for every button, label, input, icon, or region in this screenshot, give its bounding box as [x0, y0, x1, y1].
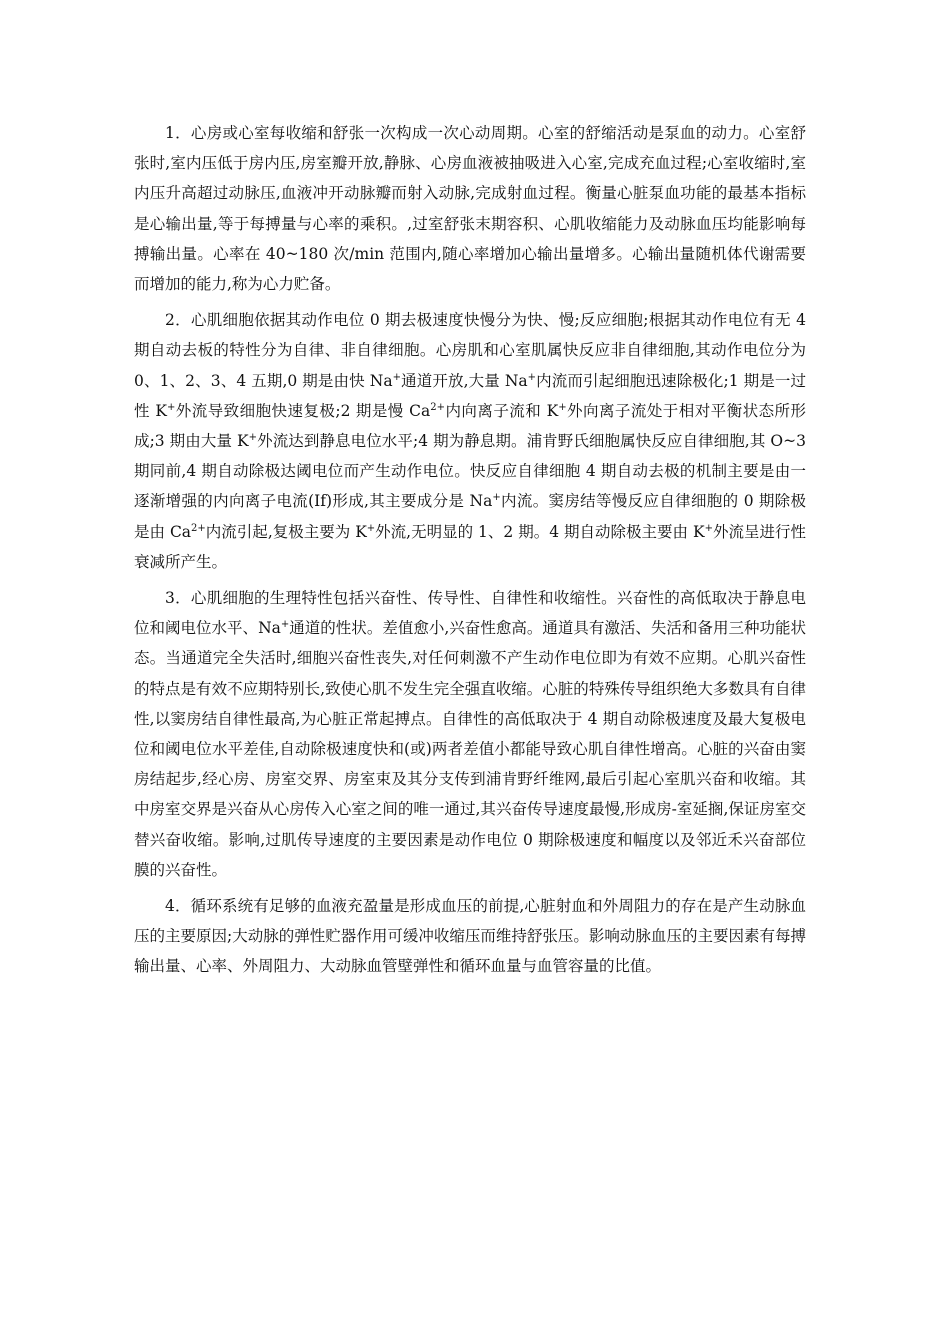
superscript-charge: + — [248, 431, 258, 443]
superscript-charge: + — [527, 371, 537, 383]
superscript-charge: + — [704, 522, 713, 534]
paragraph-1 — [134, 118, 806, 299]
text-run: 通道开放,大量 Na — [401, 371, 528, 390]
text-run: 外流,无明显的 1、2 期。4 期自动除极主要由 K — [375, 522, 705, 541]
text-run: 内流引起,复极主要为 K — [205, 522, 367, 541]
text-run: 外向离子流处于相对平衡状态所形成;3 期由大量 K — [134, 401, 806, 451]
text-run: 外流达到静息电位水平;4 期为静息期。浦肯野氏细胞属快反应自律细胞,其 O~3 期同前,4 期自动除极达阈电位而产生动作电位。快反应自律细胞 4 期自动去极的机制主要是由一逐渐增强的内向离子电流(If)形成,其主要成分是 Na — [134, 432, 806, 511]
superscript-charge: + — [166, 401, 176, 413]
text-run: 2．心肌细胞依据其动作电位 0 期去极速度快慢分为快、慢;反应细胞;根据其动作电位有无 4 期自动去板的特性分为自律、非自律细胞。心房肌和心室肌属快反应非自律细胞,其动作电位分为 0、1、2、3、4 五期,0 期是由快 Na — [134, 311, 806, 390]
superscript-charge: + — [492, 492, 501, 504]
superscript-charge: + — [280, 619, 290, 631]
superscript-charge: 2+ — [191, 522, 206, 534]
paragraph-2 — [134, 305, 806, 577]
paragraph-3 — [134, 583, 806, 885]
text-run: 外流呈进行性衰减所产生。 — [134, 522, 806, 571]
document-body — [134, 118, 806, 988]
superscript-charge: + — [558, 401, 567, 413]
text-run: 内流而引起细胞迅速除极化;1 期是一过性 K — [134, 371, 806, 420]
superscript-charge: + — [392, 371, 401, 383]
text-run: 内流。窦房结等慢反应自律细胞的 0 期除极是由 Ca — [134, 492, 806, 541]
text-run: 1．心房或心室每收缩和舒张一次构成一次心动周期。心室的舒缩活动是泵血的动力。心室舒张时,室内压低于房内压,房室瓣开放,静脉、心房血液被抽吸进入心室,完成充血过程;心室收缩时,室内压升高超过动脉压,血液冲开动脉瓣而射入动脉,完成射血过程。衡量心脏泵血功能的最基本指标是心输出量,等于每搏量与心率的乘积。,过室舒张末期容积、心肌收缩能力及动脉血压均能影响每搏输出量。心率在 40~180 次/min 范围内,随心率增加心输出量增多。心输出量随机体代谢需要而增加的能力,称为心力贮备。 — [134, 124, 806, 294]
superscript-charge: 2+ — [430, 401, 445, 413]
paragraph-4 — [134, 891, 806, 982]
text-run: 3．心肌细胞的生理特性包括兴奋性、传导性、自律性和收缩性。兴奋性的高低取决于静息电位和阈电位水平、Na — [134, 589, 806, 638]
text-run: 4．循环系统有足够的血液充盈量是形成血压的前提,心脏射血和外周阻力的存在是产生动脉血压的主要原因;大动脉的弹性贮器作用可缓冲收缩压而维持舒张压。影响动脉血压的主要因素有每搏输出量、心率、外周阻力、大动脉血管壁弹性和循环血量与血管容量的比值。 — [134, 897, 806, 976]
superscript-charge: + — [366, 522, 376, 534]
text-run: 通道的性状。差值愈小,兴奋性愈高。通道具有激活、失活和备用三种功能状态。当通道完全失活时,细胞兴奋性丧失,对任何刺激不产生动作电位即为有效不应期。心肌兴奋性的特点是有效不应期特别长,致使心肌不发生完全强直收缩。心脏的特殊传导组织绝大多数具有自律性,以窦房结自律性最高,为心脏正常起搏点。自律性的高低取决于 4 期自动除极速度及最大复极电位和阈电位水平差佳,自动除极速度快和(或)两者差值小都能导致心肌自律性增高。心脏的兴奋由窦房结起步,经心房、房室交界、房室束及其分支传到浦肯野纤维网,最后引起心室肌兴奋和收缩。其中房室交界是兴奋从心房传入心室之间的唯一通过,其兴奋传导速度最慢,形成房-室延搁,保证房室交替兴奋收缩。影响,过肌传导速度的主要因素是动作电位 0 期除极速度和幅度以及邻近禾兴奋部位膜的兴奋性。 — [134, 619, 806, 879]
text-run: 内向离子流和 K — [444, 401, 559, 420]
text-run: 外流导致细胞快速复极;2 期是慢 Ca — [175, 401, 431, 420]
